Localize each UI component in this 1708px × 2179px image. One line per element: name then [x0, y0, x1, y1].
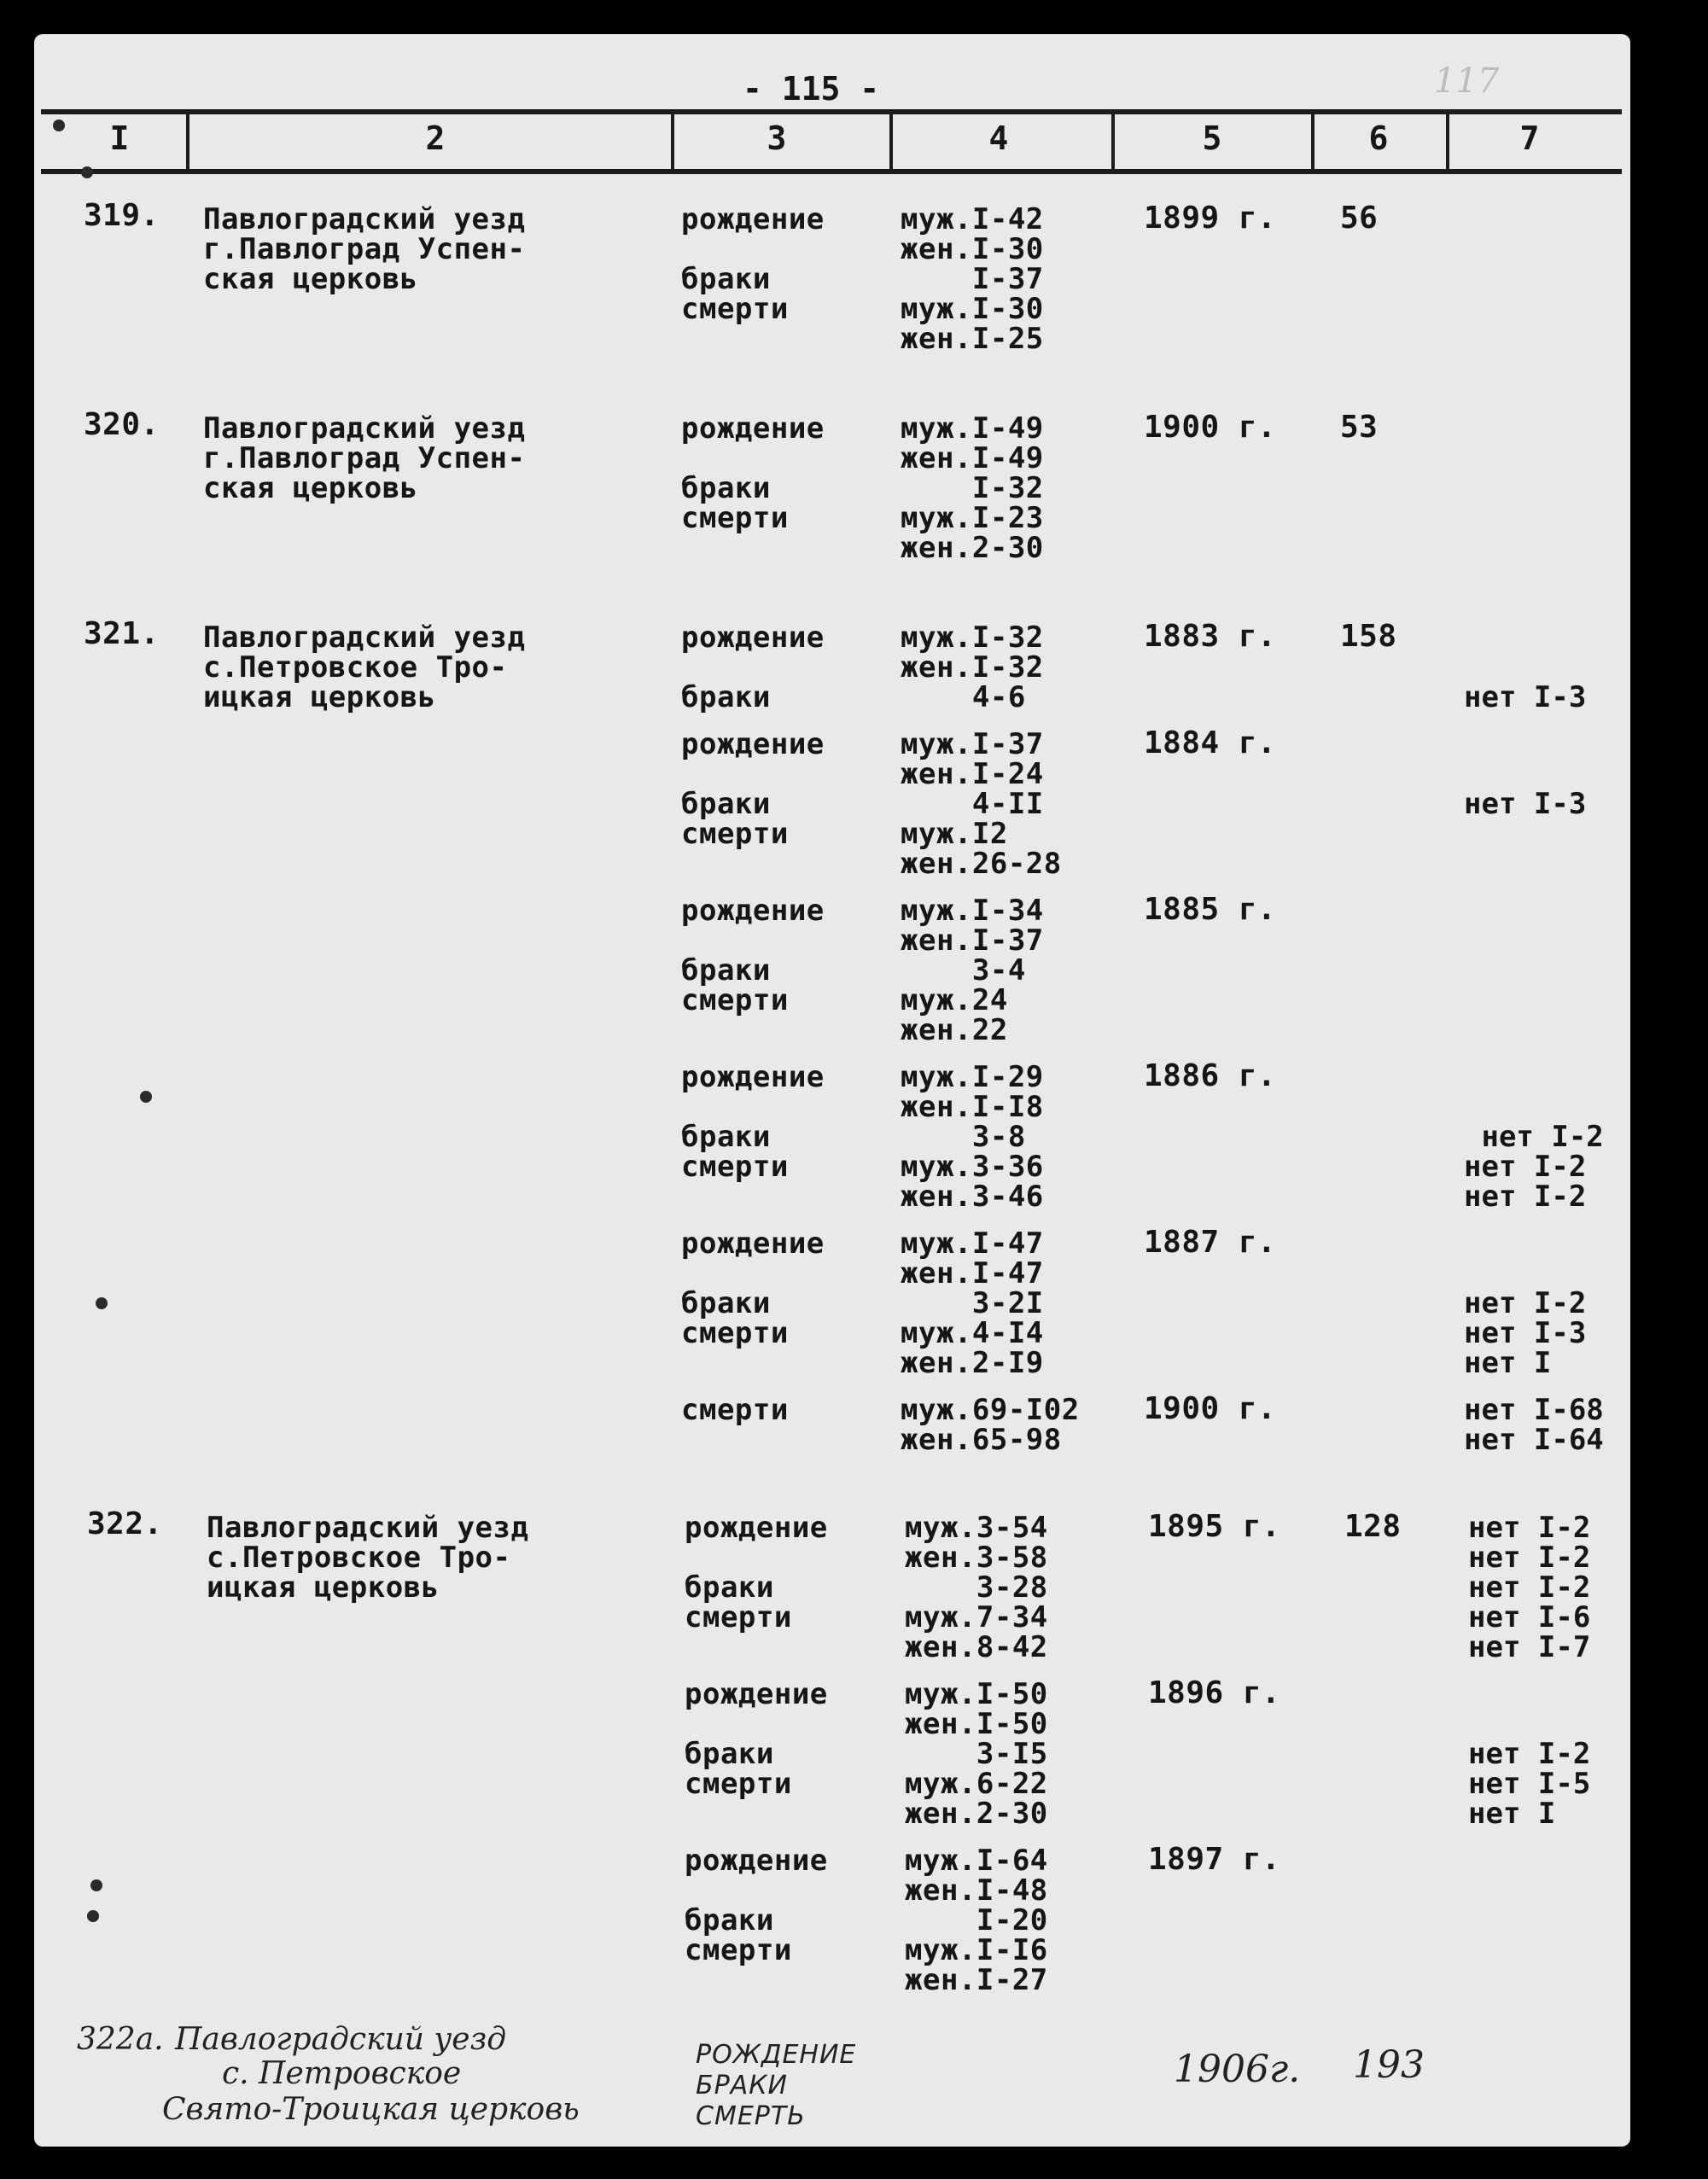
note: нет I-2: [1468, 1511, 1591, 1545]
binding-hole: [96, 1297, 108, 1309]
record-count: жен.65-98: [901, 1423, 1062, 1457]
handwritten-record-type: БРАКИ: [696, 2071, 788, 2100]
record-type: рождение: [681, 620, 825, 655]
record-year: 1900 г.: [1144, 1391, 1277, 1426]
record-type: браки: [685, 1570, 774, 1605]
record-count: муж.I-30: [901, 292, 1044, 326]
place-line: г.Павлоград Успен-: [203, 441, 526, 475]
binding-hole: [87, 1910, 99, 1922]
column-separator: [1111, 114, 1115, 169]
record-type: смерти: [685, 1933, 792, 1967]
record-count: жен.2-30: [905, 1797, 1048, 1831]
note: нет I-2: [1464, 1180, 1587, 1214]
binding-hole: [90, 1879, 102, 1891]
place-line: Павлоградский уезд: [203, 411, 526, 446]
note: нет I-2: [1468, 1737, 1591, 1771]
record-count: 3-8: [901, 1120, 1026, 1154]
record-type: смерти: [685, 1600, 792, 1634]
column-header-4: 4: [988, 119, 1009, 157]
record-count: муж.I-I6: [905, 1933, 1048, 1967]
binding-hole: [53, 119, 65, 131]
record-type: смерти: [685, 1767, 792, 1801]
note: нет I-7: [1468, 1630, 1591, 1664]
note: нет I-3: [1464, 787, 1587, 821]
record-count: муж.I-47: [901, 1226, 1044, 1261]
record-count: муж.3-36: [901, 1150, 1044, 1184]
record-count: жен.3-46: [901, 1180, 1044, 1214]
record-type: браки: [681, 1120, 771, 1154]
record-count: жен.8-42: [905, 1630, 1048, 1664]
record-count: муж.6-22: [905, 1767, 1048, 1801]
handwritten-record-type: СМЕРТЬ: [696, 2101, 806, 2131]
record-type: смерти: [681, 1150, 789, 1184]
column-header-6: 6: [1368, 119, 1389, 157]
binding-hole: [81, 166, 93, 178]
record-type: браки: [685, 1903, 774, 1937]
record-type: рождение: [685, 1677, 828, 1711]
record-count: муж.I-64: [905, 1844, 1048, 1878]
record-type: смерти: [681, 1393, 789, 1427]
record-count: 3-4: [901, 953, 1026, 988]
record-type: смерти: [681, 501, 789, 535]
column-separator: [186, 114, 189, 169]
handwritten-place-line: с. Петровское: [222, 2056, 462, 2091]
handwritten-entry-number: 322а.: [77, 2022, 164, 2057]
record-count: жен.2-30: [901, 531, 1044, 565]
record-count: 3-2I: [901, 1286, 1044, 1320]
record-count: жен.I-50: [905, 1707, 1048, 1741]
record-type: рождение: [685, 1844, 828, 1878]
header-rule-bottom: [41, 169, 1622, 174]
record-count: муж.I-29: [901, 1060, 1044, 1094]
record-year: 1885 г.: [1144, 892, 1277, 927]
page-count: 158: [1340, 619, 1397, 654]
record-type: браки: [685, 1737, 774, 1771]
record-count: муж.7-34: [905, 1600, 1048, 1634]
place-line: Павлоградский уезд: [203, 202, 526, 236]
place-line: ская церковь: [203, 262, 418, 296]
note: нет I-2: [1464, 1120, 1604, 1154]
column-separator: [671, 114, 674, 169]
record-count: I-20: [905, 1903, 1048, 1937]
note: нет I-68: [1464, 1393, 1604, 1427]
column-header-3: 3: [767, 119, 787, 157]
record-year: 1899 г.: [1144, 201, 1277, 236]
place-line: Павлоградский уезд: [207, 1511, 529, 1545]
page-count: 128: [1344, 1509, 1402, 1544]
place-line: ская церковь: [203, 471, 418, 505]
record-type: смерти: [681, 1316, 789, 1350]
record-type: браки: [681, 680, 771, 714]
archive-page: [34, 34, 1630, 2147]
record-count: жен.I-25: [901, 322, 1044, 356]
entry-number: 319.: [84, 198, 160, 233]
record-count: муж.69-I02: [901, 1393, 1080, 1427]
note: нет I-2: [1464, 1150, 1587, 1184]
record-type: браки: [681, 262, 771, 296]
record-type: рождение: [681, 411, 825, 446]
record-count: муж.I-42: [901, 202, 1044, 236]
record-count: I-32: [901, 471, 1044, 505]
note: нет I: [1468, 1797, 1556, 1831]
place-line: с.Петровское Тро-: [207, 1541, 511, 1575]
record-year: 1887 г.: [1144, 1225, 1277, 1260]
record-year: 1896 г.: [1148, 1675, 1281, 1710]
record-count: жен.I-48: [905, 1873, 1048, 1908]
record-count: муж.3-54: [905, 1511, 1048, 1545]
note: нет I-2: [1464, 1286, 1587, 1320]
column-separator: [1446, 114, 1449, 169]
record-type: рождение: [681, 202, 825, 236]
record-count: муж.I-37: [901, 727, 1044, 761]
record-count: муж.I-23: [901, 501, 1044, 535]
record-count: жен.I-30: [901, 232, 1044, 266]
place-line: ицкая церковь: [203, 680, 436, 714]
record-type: смерти: [681, 292, 789, 326]
record-count: I-37: [901, 262, 1044, 296]
record-count: жен.I-27: [905, 1963, 1048, 1997]
record-count: жен.I-49: [901, 441, 1044, 475]
record-type: браки: [681, 787, 771, 821]
record-count: муж.I-34: [901, 894, 1044, 928]
record-count: 3-I5: [905, 1737, 1048, 1771]
record-count: муж.4-I4: [901, 1316, 1044, 1350]
record-type: рождение: [681, 1226, 825, 1261]
handwritten-place-line: Свято-Троицкая церковь: [162, 2092, 580, 2127]
record-count: жен.I-I8: [901, 1090, 1044, 1124]
record-count: жен.I-32: [901, 650, 1044, 685]
binding-hole: [140, 1091, 152, 1103]
note: нет I-5: [1468, 1767, 1591, 1801]
column-header-1: I: [109, 119, 130, 157]
record-count: муж.I2: [901, 817, 1008, 851]
record-count: жен.22: [901, 1013, 1008, 1047]
note: нет I-3: [1464, 680, 1587, 714]
record-count: жен.2-I9: [901, 1346, 1044, 1380]
column-header-5: 5: [1202, 119, 1222, 157]
note: нет I-6: [1468, 1600, 1591, 1634]
entry-number: 322.: [87, 1506, 163, 1541]
place-line: Павлоградский уезд: [203, 620, 526, 655]
record-type: рождение: [685, 1511, 828, 1545]
record-type: рождение: [681, 894, 825, 928]
record-count: муж.I-32: [901, 620, 1044, 655]
handwritten-place-line: Павлоградский уезд: [175, 2022, 507, 2057]
column-separator: [889, 114, 893, 169]
record-count: 4-II: [901, 787, 1044, 821]
record-count: жен.I-37: [901, 923, 1044, 958]
entry-number: 320.: [84, 407, 160, 442]
record-count: жен.26-28: [901, 847, 1062, 881]
record-count: 4-6: [901, 680, 1026, 714]
place-line: с.Петровское Тро-: [203, 650, 508, 685]
record-year: 1886 г.: [1144, 1058, 1277, 1093]
record-count: 3-28: [905, 1570, 1048, 1605]
note: нет I: [1464, 1346, 1552, 1380]
page-number: - 115 -: [743, 70, 880, 108]
record-year: 1900 г.: [1144, 410, 1277, 445]
record-count: жен.I-24: [901, 757, 1044, 791]
entry-number: 321.: [84, 616, 160, 651]
record-type: браки: [681, 471, 771, 505]
record-type: рождение: [681, 727, 825, 761]
page-count: 53: [1340, 410, 1379, 445]
place-line: г.Павлоград Успен-: [203, 232, 526, 266]
record-type: браки: [681, 1286, 771, 1320]
record-type: смерти: [681, 817, 789, 851]
place-line: ицкая церковь: [207, 1570, 440, 1605]
note: нет I-2: [1468, 1570, 1591, 1605]
column-separator: [1311, 114, 1315, 169]
handwritten-year: 1906г.: [1174, 2048, 1301, 2091]
record-year: 1895 г.: [1148, 1509, 1281, 1544]
record-count: муж.I-50: [905, 1677, 1048, 1711]
record-count: жен.3-58: [905, 1541, 1048, 1575]
header-rule-top: [41, 109, 1622, 114]
record-year: 1884 г.: [1144, 725, 1277, 760]
note: нет I-3: [1464, 1316, 1587, 1350]
note: нет I-64: [1464, 1423, 1604, 1457]
record-count: муж.I-49: [901, 411, 1044, 446]
column-header-2: 2: [425, 119, 446, 157]
record-type: смерти: [681, 983, 789, 1017]
record-count: муж.24: [901, 983, 1008, 1017]
column-header-7: 7: [1519, 119, 1540, 157]
record-count: жен.I-47: [901, 1256, 1044, 1291]
record-type: рождение: [681, 1060, 825, 1094]
record-year: 1883 г.: [1144, 619, 1277, 654]
archive-mark: 117: [1434, 61, 1500, 101]
record-type: браки: [681, 953, 771, 988]
note: нет I-2: [1468, 1541, 1591, 1575]
handwritten-page-count: 193: [1353, 2043, 1425, 2087]
handwritten-record-type: РОЖДЕНИЕ: [696, 2040, 857, 2070]
page-count: 56: [1340, 201, 1379, 236]
record-year: 1897 г.: [1148, 1842, 1281, 1877]
